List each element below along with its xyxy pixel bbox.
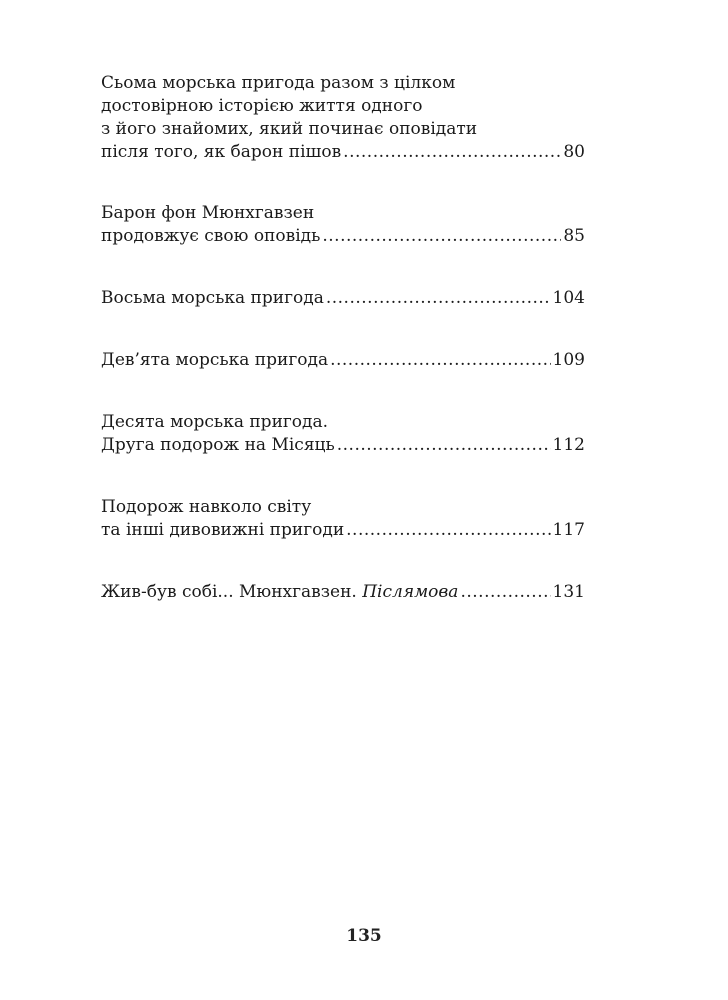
dot-leader [322,225,561,248]
toc-entry-around-the-world[interactable] [101,496,585,542]
toc-entry-baron-continues[interactable] [101,202,585,248]
toc-entry-last-line [101,519,585,542]
toc-entry-line: Подорож навколо світу [101,497,312,517]
toc-entry-last-line [101,287,585,310]
toc-entry-title-end: Друга подорож на Місяць [101,435,335,455]
toc-entry-last-line [101,349,585,372]
dot-leader [337,434,551,457]
toc-page-number: 85 [563,226,585,246]
toc-entry-tenth-sea-adventure[interactable] [101,411,585,457]
dot-leader [343,141,561,164]
toc-entry-title-end: продовжує свою оповідь [101,226,321,246]
dot-leader [346,519,550,542]
toc-entry-line: достовірною історією життя одного [101,96,423,116]
toc-entry-line: Десята морська пригода. [101,412,329,432]
toc-entry-last-line [101,434,585,457]
toc-page-number: 109 [552,350,585,370]
toc-entry-title: Дев’ята морська пригода [101,350,329,370]
toc-entry-last-line [101,225,585,248]
toc-entry-afterword[interactable] [101,581,585,604]
table-of-contents [101,72,585,604]
toc-entry-line: Барон фон Мюнхгавзен [101,203,315,223]
toc-entry-title-end: та інші дивовижні пригоди [101,520,345,540]
toc-entry-seventh-sea-adventure[interactable] [101,72,585,164]
toc-entry-title-end: після того, як барон пішов [101,142,342,162]
toc-page-number: 117 [552,520,585,540]
toc-page-number: 80 [563,142,585,162]
toc-entry-eighth-sea-adventure[interactable] [101,287,585,310]
page-number: 135 [346,926,382,946]
toc-entry-ninth-sea-adventure[interactable] [101,349,585,372]
toc-entry-last-line [101,141,585,164]
toc-page-number: 112 [552,435,585,455]
toc-entry-last-line [101,581,585,604]
toc-entry-title [101,581,458,604]
toc-entry-line: з його знайомих, який починає оповідати [101,119,478,139]
dot-leader [330,349,550,372]
toc-page-number: 104 [552,288,585,308]
toc-entry-line: Сьома морська пригода разом з цілком [101,73,456,93]
toc-entry-title-text: Жив-був собі... Мюнхгавзен. [101,582,357,602]
toc-page-number: 131 [552,582,585,602]
toc-entry-title: Восьма морська пригода [101,288,324,308]
dot-leader [460,581,550,604]
toc-entry-title-italic: Післямова [362,582,459,602]
dot-leader [326,287,551,310]
